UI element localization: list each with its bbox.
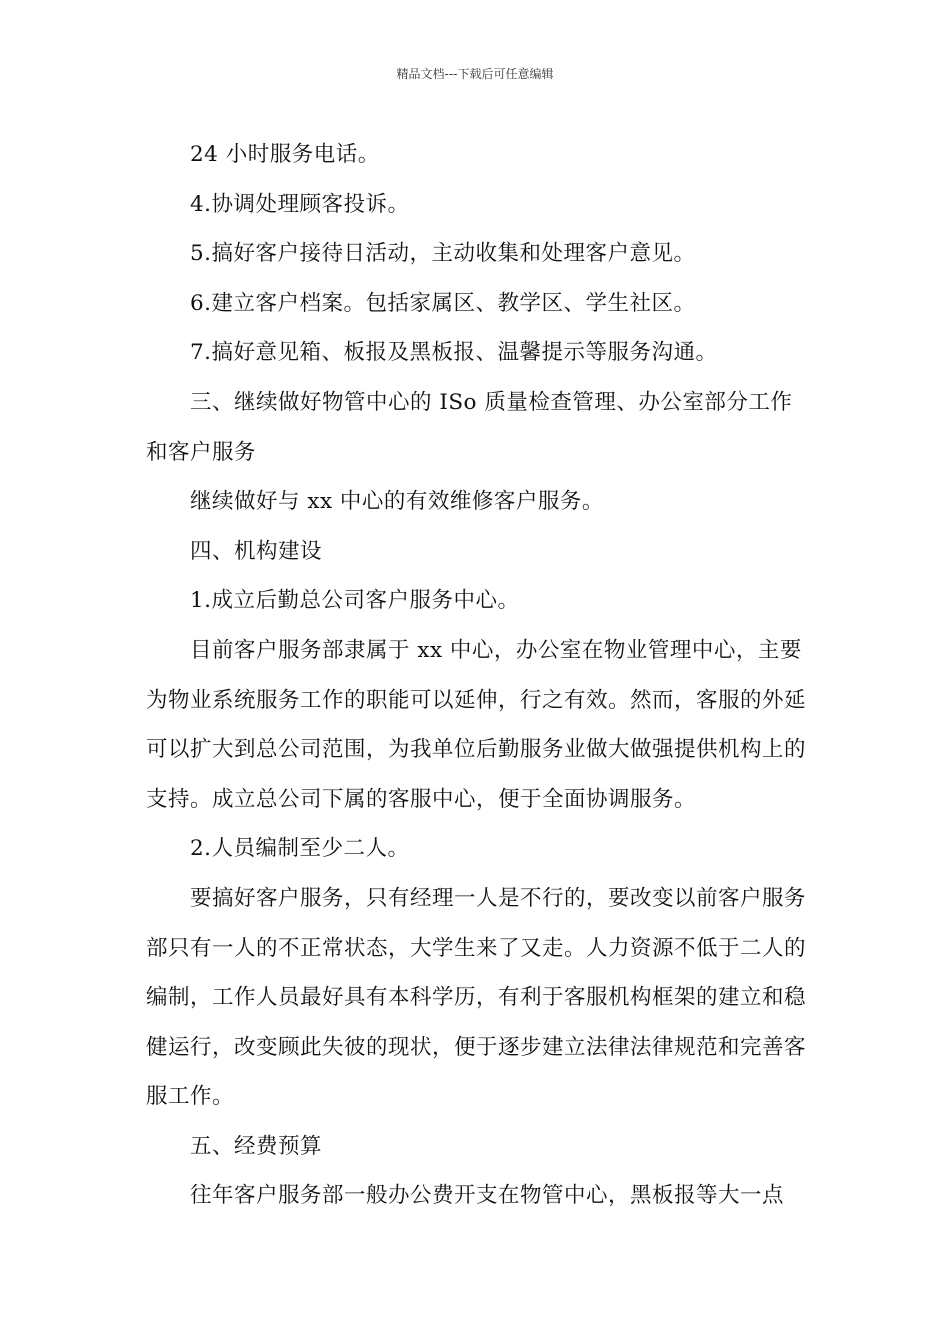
- paragraph-2: 4.协调处理顾客投诉。: [190, 191, 410, 217]
- paragraph-11: 2.人员编制至少二人。: [190, 836, 410, 862]
- section-heading-5: 五、经费预算: [190, 1133, 323, 1159]
- paragraph-14: 往年客户服务部一般办公费开支在物管中心，黑板报等大一点: [190, 1183, 785, 1209]
- paragraph-7: 继续做好与 xx 中心的有效维修客户服务。: [190, 489, 604, 515]
- paragraph-4: 6.建立客户档案。包括家属区、教学区、学生社区。: [190, 290, 696, 316]
- paragraph-10: 目前客户服务部隶属于 xx 中心，办公室在物业管理中心，主要为物业系统服务工作的职能可以延伸，行之有效。然而，客服的外延可以扩大到总公司范围，为我单位后勤服务业做大做强提供机构上的支持。成立总公司下属的客服中心，便于全面协调服务。: [146, 637, 807, 812]
- section-heading-4: 四、机构建设: [190, 538, 323, 564]
- paragraph-12: 要搞好客户服务，只有经理一人是不行的，要改变以前客户服务部只有一人的不正常状态，大学生来了又走。人力资源不低于二人的编制，工作人员最好具有本科学历，有利于客服机构框架的建立和稳健运行，改变顾此失彼的现状，便于逐步建立法律法律规范和完善客服工作。: [146, 885, 807, 1110]
- paragraph-5: 7.搞好意见箱、板报及黑板报、温馨提示等服务沟通。: [190, 340, 718, 366]
- page-header: 精品文档---下载后可任意编辑: [396, 67, 554, 81]
- paragraph-1: 24 小时服务电话。: [190, 142, 380, 167]
- section-heading-3: 三、继续做好物管中心的 ISo 质量检查管理、办公室部分工作和客户服务: [146, 389, 793, 465]
- paragraph-9: 1.成立后勤总公司客户服务中心。: [190, 588, 520, 614]
- paragraph-3: 5.搞好客户接待日活动，主动收集和处理客户意见。: [190, 241, 696, 267]
- document-body: [146, 130, 806, 1221]
